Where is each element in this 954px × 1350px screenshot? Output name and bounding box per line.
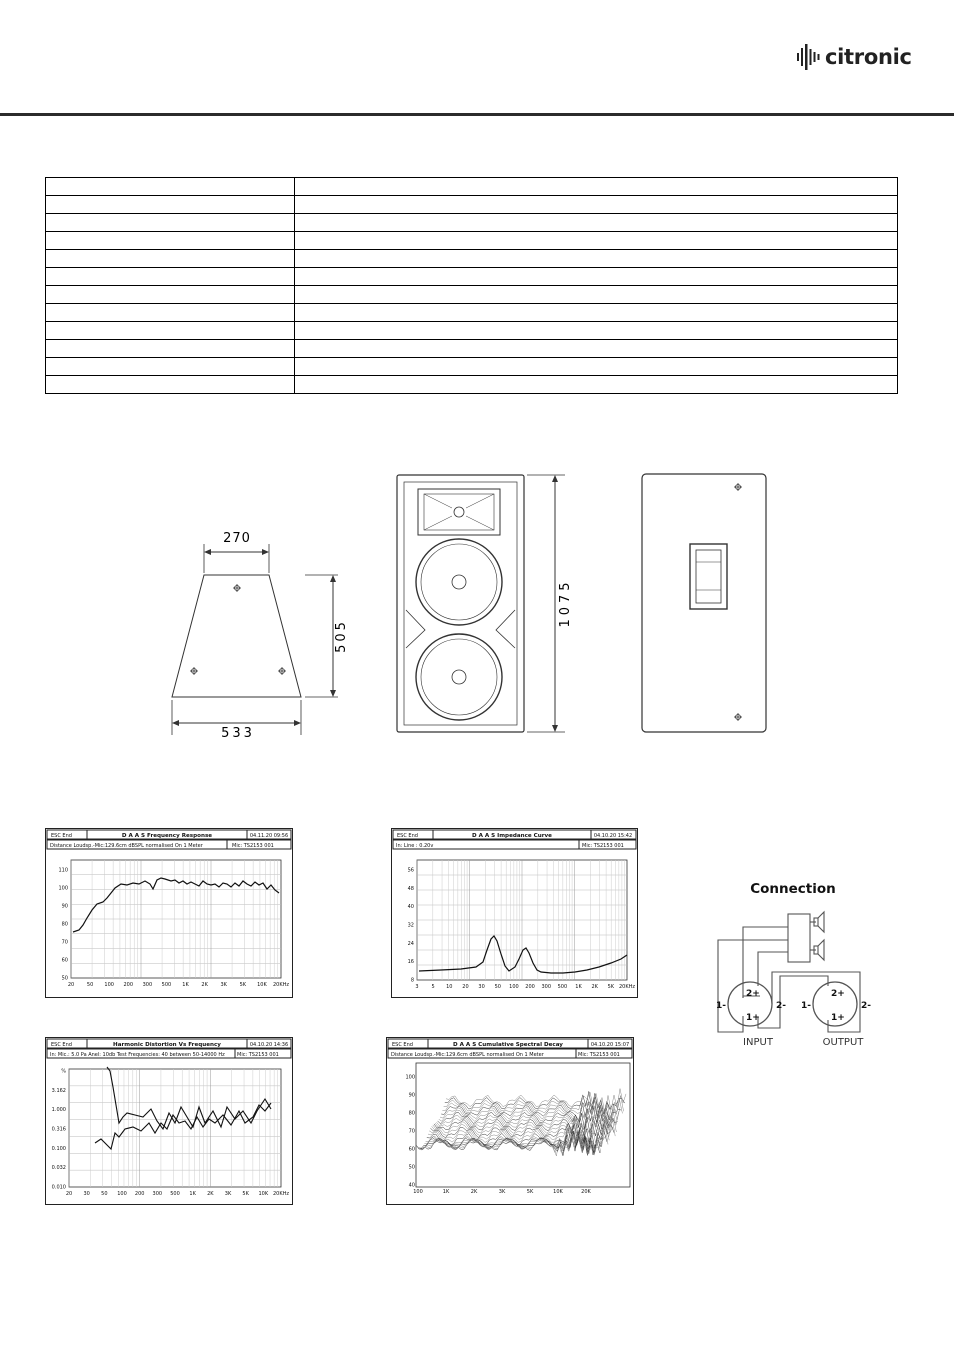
spec-label-cell bbox=[46, 286, 295, 304]
spec-label-cell bbox=[46, 268, 295, 286]
x-tick-label: 20KHz bbox=[618, 984, 636, 990]
spec-label-cell bbox=[46, 376, 295, 394]
spec-row bbox=[46, 286, 898, 304]
spec-label-cell bbox=[46, 304, 295, 322]
graph-mic: Mic: TS2153 001 bbox=[232, 843, 274, 849]
x-tick-label: 100 bbox=[104, 982, 114, 988]
spec-row bbox=[46, 232, 898, 250]
graph-subtitle: Distance Loudsp.-Mic:129.6cm dBSPL normalised On 1 Meter bbox=[391, 1052, 544, 1058]
graph-title: D A A S Cumulative Spectral Decay bbox=[453, 1042, 563, 1048]
spec-label-cell bbox=[46, 214, 295, 232]
x-tick-label: 2K bbox=[207, 1191, 214, 1197]
x-tick-label: 3K bbox=[220, 982, 227, 988]
y-tick-label: % bbox=[61, 1068, 66, 1075]
brand-name: citronic bbox=[825, 45, 912, 69]
spec-value-cell bbox=[295, 286, 898, 304]
dim-front-height: 1075 bbox=[558, 578, 573, 628]
graph-escape-label[interactable]: ESC End bbox=[392, 1042, 413, 1048]
y-tick-label: 50 bbox=[61, 975, 68, 982]
graph-mic: Mic: TS2153 001 bbox=[237, 1052, 279, 1058]
side-view-drawing bbox=[172, 531, 349, 741]
connection-title: Connection bbox=[750, 881, 836, 897]
x-tick-label: 20K bbox=[581, 1189, 591, 1195]
spec-label-cell bbox=[46, 340, 295, 358]
spec-value-cell bbox=[295, 358, 898, 376]
connection-diagram bbox=[710, 872, 890, 1052]
graph-date: 04.10.20 15:42 bbox=[593, 833, 633, 839]
x-tick-label: 2K bbox=[201, 982, 208, 988]
cabinet-drawings bbox=[0, 440, 954, 760]
dim-side-depth: 505 bbox=[334, 619, 349, 653]
y-tick-label: 0.032 bbox=[51, 1165, 66, 1172]
output-pin-1-plus: 1+ bbox=[831, 1013, 845, 1023]
y-tick-label: 0.316 bbox=[51, 1126, 66, 1133]
x-tick-label: 20KHz bbox=[272, 1191, 290, 1197]
output-pin-2-plus: 2+ bbox=[831, 989, 845, 999]
x-tick-label: 10K bbox=[257, 982, 267, 988]
x-tick-label: 10 bbox=[446, 984, 453, 990]
x-tick-label: 300 bbox=[152, 1191, 163, 1197]
x-tick-label: 1K bbox=[189, 1191, 196, 1197]
graph-escape-label[interactable]: ESC End bbox=[397, 833, 418, 839]
y-tick-label: 40 bbox=[408, 1182, 415, 1189]
y-tick-label: 3.162 bbox=[51, 1087, 66, 1094]
x-tick-label: 3K bbox=[224, 1191, 232, 1197]
spec-value-cell bbox=[295, 232, 898, 250]
y-tick-label: 50 bbox=[408, 1164, 415, 1171]
x-tick-label: 2K bbox=[470, 1189, 478, 1195]
spec-value-cell bbox=[295, 268, 898, 286]
y-tick-label: 80 bbox=[61, 921, 68, 928]
y-tick-label: 24 bbox=[407, 940, 414, 947]
spec-row bbox=[46, 304, 898, 322]
y-tick-label: 0.100 bbox=[51, 1145, 66, 1152]
y-tick-label: 1.000 bbox=[51, 1107, 66, 1114]
spec-row bbox=[46, 322, 898, 340]
output-pin-1-minus: 1- bbox=[801, 1001, 811, 1011]
graph-subtitle: In: Line : 0.20v bbox=[396, 843, 434, 849]
spec-label-cell bbox=[46, 178, 295, 196]
x-tick-label: 5K bbox=[239, 982, 247, 988]
y-tick-label: 48 bbox=[407, 885, 414, 892]
y-tick-label: 60 bbox=[61, 957, 68, 964]
y-tick-label: 16 bbox=[407, 959, 414, 966]
dim-side-top: 270 bbox=[223, 531, 251, 546]
y-tick-label: 60 bbox=[408, 1146, 415, 1153]
x-tick-label: 30 bbox=[83, 1191, 90, 1197]
x-tick-label: 50 bbox=[101, 1191, 108, 1197]
graph-title: Harmonic Distortion Vs Frequency bbox=[113, 1042, 221, 1048]
x-tick-label: 500 bbox=[161, 982, 172, 988]
x-tick-label: 5K bbox=[607, 984, 615, 990]
x-tick-label: 500 bbox=[557, 984, 568, 990]
x-tick-label: 1K bbox=[442, 1189, 450, 1195]
x-tick-label: 2K bbox=[591, 984, 598, 990]
y-tick-label: 40 bbox=[407, 904, 414, 911]
input-pin-1-plus: 1+ bbox=[746, 1013, 760, 1023]
x-tick-label: 300 bbox=[541, 984, 552, 990]
y-tick-label: 90 bbox=[61, 903, 68, 910]
x-tick-label: 300 bbox=[142, 982, 153, 988]
graph-date: 04.10.20 15:07 bbox=[590, 1042, 630, 1048]
graph-mic: Mic: TS2153 001 bbox=[578, 1052, 620, 1058]
input-pin-2-plus: 2+ bbox=[746, 989, 760, 999]
x-tick-label: 3 bbox=[415, 984, 419, 990]
x-tick-label: 5 bbox=[431, 984, 435, 990]
x-tick-label: 20 bbox=[67, 982, 75, 988]
y-tick-label: 56 bbox=[407, 867, 414, 874]
x-tick-label: 10K bbox=[258, 1191, 269, 1197]
graph-escape-label[interactable]: ESC End bbox=[51, 833, 72, 839]
x-tick-label: 200 bbox=[525, 984, 535, 990]
y-tick-label: 32 bbox=[407, 922, 414, 929]
spec-row bbox=[46, 250, 898, 268]
harmonic-distortion-graph bbox=[45, 1037, 293, 1205]
spec-value-cell bbox=[295, 304, 898, 322]
x-tick-label: 100 bbox=[509, 984, 519, 990]
x-tick-label: 1K bbox=[575, 984, 582, 990]
x-tick-label: 50 bbox=[86, 982, 94, 988]
graph-escape-label[interactable]: ESC End bbox=[51, 1042, 72, 1048]
spec-value-cell bbox=[295, 376, 898, 394]
impedance-curve-graph bbox=[391, 828, 638, 998]
graph-mic: Mic: TS2153 001 bbox=[582, 843, 624, 849]
spec-value-cell bbox=[295, 340, 898, 358]
y-tick-label: 70 bbox=[61, 939, 68, 946]
spectral-decay-graph bbox=[386, 1037, 634, 1205]
spec-value-cell bbox=[295, 214, 898, 232]
input-pin-1-minus: 1- bbox=[716, 1001, 726, 1011]
rear-view-drawing bbox=[642, 474, 766, 732]
y-tick-label: 8 bbox=[410, 977, 414, 984]
spec-label-cell bbox=[46, 196, 295, 214]
spec-row bbox=[46, 340, 898, 358]
x-tick-label: 10K bbox=[553, 1189, 563, 1195]
x-tick-label: 100 bbox=[117, 1191, 127, 1197]
graph-date: 04.10.20 14:36 bbox=[249, 1042, 289, 1048]
spec-row bbox=[46, 214, 898, 232]
y-tick-label: 90 bbox=[408, 1092, 415, 1099]
waveform-logo-icon bbox=[796, 42, 822, 72]
spec-value-cell bbox=[295, 250, 898, 268]
x-tick-label: 5K bbox=[526, 1189, 534, 1195]
spec-table bbox=[45, 177, 898, 394]
y-tick-label: 100 bbox=[405, 1074, 415, 1081]
x-tick-label: 50 bbox=[494, 984, 501, 990]
spec-label-cell bbox=[46, 232, 295, 250]
graph-title: D A A S Frequency Response bbox=[121, 833, 213, 839]
spec-label-cell bbox=[46, 250, 295, 268]
spec-label-cell bbox=[46, 358, 295, 376]
output-pin-2-minus: 2- bbox=[861, 1001, 871, 1011]
y-tick-label: 70 bbox=[408, 1128, 415, 1135]
graph-title: D A A S Impedance Curve bbox=[472, 833, 552, 839]
spec-row bbox=[46, 268, 898, 286]
graph-subtitle: Distance Loudsp.-Mic:129.6cm dBSPL normalised On 1 Meter bbox=[50, 843, 203, 849]
x-tick-label: 100 bbox=[413, 1189, 423, 1195]
spec-value-cell bbox=[295, 322, 898, 340]
x-tick-label: 20KHz bbox=[272, 982, 290, 988]
brand-logo bbox=[796, 40, 926, 74]
spec-value-cell bbox=[295, 196, 898, 214]
input-label: INPUT bbox=[743, 1037, 773, 1048]
x-tick-label: 3K bbox=[498, 1189, 506, 1195]
spec-row bbox=[46, 376, 898, 394]
dim-side-bottom: 533 bbox=[221, 726, 255, 741]
front-view-drawing bbox=[397, 475, 565, 732]
input-pin-2-minus: 2- bbox=[776, 1001, 786, 1011]
spec-label-cell bbox=[46, 322, 295, 340]
output-label: OUTPUT bbox=[822, 1037, 864, 1048]
graph-subtitle: In: Mic.: 5.0 Pa Anel: 10db Test Frequencies: 40 between 50-14000 Hz bbox=[50, 1052, 225, 1058]
x-tick-label: 30 bbox=[478, 984, 485, 990]
x-tick-label: 20 bbox=[65, 1191, 73, 1197]
y-tick-label: 0.010 bbox=[51, 1184, 66, 1191]
x-tick-label: 1K bbox=[182, 982, 189, 988]
spec-row bbox=[46, 178, 898, 196]
y-tick-label: 80 bbox=[408, 1110, 415, 1117]
y-tick-label: 110 bbox=[58, 867, 68, 874]
spec-value-cell bbox=[295, 178, 898, 196]
x-tick-label: 500 bbox=[170, 1191, 180, 1197]
spec-row bbox=[46, 196, 898, 214]
y-tick-label: 100 bbox=[58, 885, 68, 892]
spec-row bbox=[46, 358, 898, 376]
x-tick-label: 200 bbox=[134, 1191, 145, 1197]
x-tick-label: 5K bbox=[242, 1191, 249, 1197]
header-divider bbox=[0, 113, 954, 116]
frequency-response-graph bbox=[45, 828, 293, 998]
x-tick-label: 20 bbox=[462, 984, 469, 990]
x-tick-label: 200 bbox=[123, 982, 134, 988]
graph-date: 04.11.20 09:56 bbox=[249, 833, 289, 839]
